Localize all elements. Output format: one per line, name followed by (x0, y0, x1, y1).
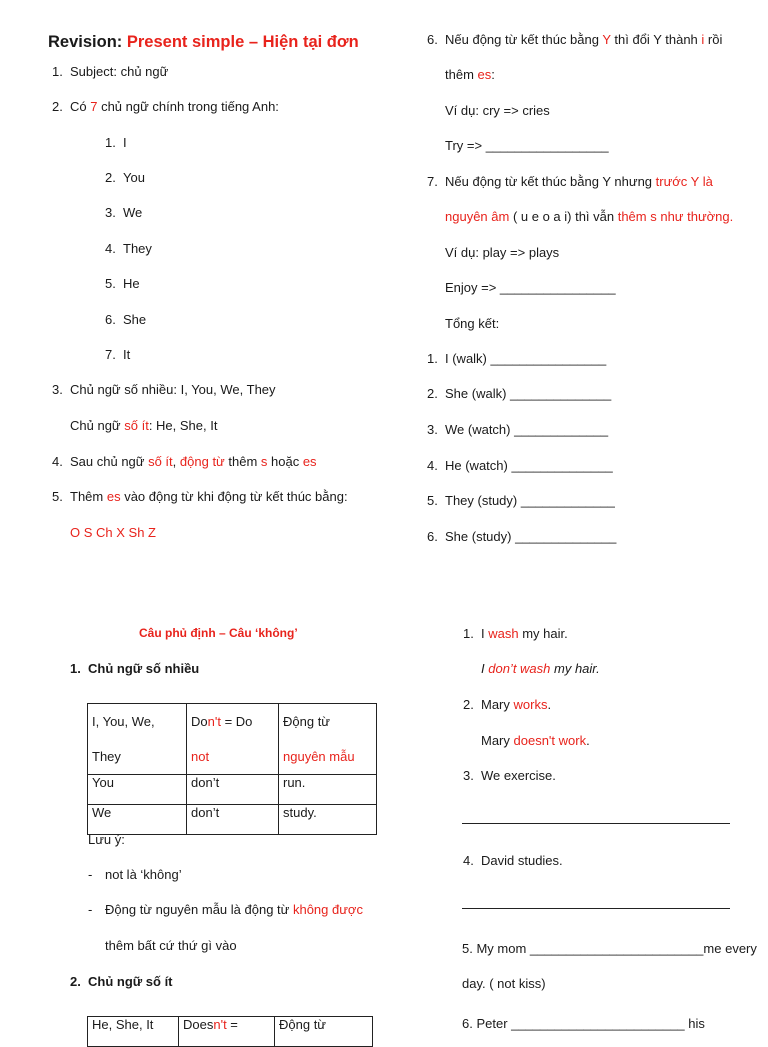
table-cell: run. (279, 775, 377, 805)
exercise-item: 6. She (study) ______________ (427, 529, 617, 544)
answer-line[interactable] (462, 908, 730, 909)
example-2: 2. Mary works. (463, 697, 552, 712)
subject-item: 4. They (105, 241, 152, 256)
table-cell: Don't = Do not (187, 704, 279, 775)
title-main: Present simple – Hiện tại đơn (126, 33, 359, 51)
table-cell: don’t (187, 775, 279, 805)
item-3: 3. Chủ ngữ số nhiều: I, You, We, They (52, 382, 276, 397)
try-6: Try => _________________ (445, 138, 609, 153)
exercise-item: 4. He (watch) ______________ (427, 458, 613, 473)
exercise-item: 5. They (study) _____________ (427, 493, 615, 508)
item-4: 4. Sau chủ ngữ số ít, động từ thêm s hoặc es (52, 454, 317, 469)
table-cell: We (88, 805, 187, 835)
table-cell: I, You, We, They (88, 704, 187, 775)
table-cell: He, She, It (88, 1017, 179, 1047)
section1-title (48, 33, 359, 52)
singular-table (87, 1016, 373, 1047)
table-cell: don’t (187, 805, 279, 835)
item-1: 1. Subject: chủ ngữ (52, 64, 169, 79)
example-1: 1. I wash my hair. (463, 626, 568, 641)
example-5-cont: day. ( not kiss) (462, 976, 546, 991)
subject-item: 6. She (105, 312, 147, 327)
plural-table (87, 703, 377, 835)
example-3: 3. We exercise. (463, 768, 556, 783)
example-6: 6. Peter ________________________ his (462, 1016, 705, 1031)
exercise-item: 2. She (walk) ______________ (427, 386, 612, 401)
table-row (88, 805, 377, 835)
item-6: 6. Nếu động từ kết thúc bằng Y thì đổi Y thành i rồi (427, 32, 723, 47)
try-7: Enjoy => ________________ (445, 280, 616, 295)
note-bullet-cont: thêm bất cứ thứ gì vào (105, 938, 237, 953)
heading-singular: 2. Chủ ngữ số ít (70, 974, 173, 989)
table-cell: study. (279, 805, 377, 835)
subject-item: 1. I (105, 135, 127, 150)
note-bullet: - not là ‘không’ (88, 867, 182, 882)
subject-item: 2. You (105, 170, 145, 185)
item-7-cont: nguyên âm ( u e o a i) thì vẫn thêm s như thường. (445, 209, 734, 224)
subject-item: 5. He (105, 276, 140, 291)
table-row (88, 775, 377, 805)
item-3-singular: Chủ ngữ số ít: He, She, It (70, 418, 218, 433)
example-2-neg: Mary doesn't work. (481, 733, 590, 748)
subject-item: 3. We (105, 205, 143, 220)
table-cell: Doesn't = (179, 1017, 275, 1047)
title-prefix: Revision: (48, 33, 123, 51)
exercise-item: 3. We (watch) _____________ (427, 422, 609, 437)
exercise-item: 1. I (walk) ________________ (427, 351, 607, 366)
example-4: 4. David studies. (463, 853, 563, 868)
example-7: Ví dụ: play => plays (445, 245, 560, 260)
summary-label: Tổng kết: (445, 316, 500, 331)
table-row (88, 1017, 373, 1047)
answer-line[interactable] (462, 823, 730, 824)
example-1-neg: I don’t wash my hair. (481, 661, 600, 676)
note-bullet: - Động từ nguyên mẫu là động từ không được (88, 902, 363, 917)
table-row (88, 704, 377, 775)
table-cell: Động từ nguyên mẫu (279, 704, 377, 775)
subject-item: 7. It (105, 347, 131, 362)
item-7: 7. Nếu động từ kết thúc bằng Y nhưng trước Y là (427, 174, 713, 189)
item-2: 2. Có 7 chủ ngữ chính trong tiếng Anh: (52, 99, 279, 114)
item-6-cont: thêm es: (445, 67, 495, 82)
negative-title: Câu phủ định – Câu ‘không’ (139, 626, 298, 640)
item-5: 5. Thêm es vào động từ khi động từ kết thúc bằng: (52, 489, 348, 504)
item-5-letters: O S Ch X Sh Z (70, 525, 156, 540)
example-6: Ví dụ: cry => cries (445, 103, 550, 118)
example-5: 5. My mom ________________________me every (462, 941, 757, 956)
table-cell: You (88, 775, 187, 805)
table-cell: Động từ (275, 1017, 373, 1047)
note-label: Lưu ý: (88, 832, 125, 847)
heading-plural: 1. Chủ ngữ số nhiều (70, 661, 200, 676)
